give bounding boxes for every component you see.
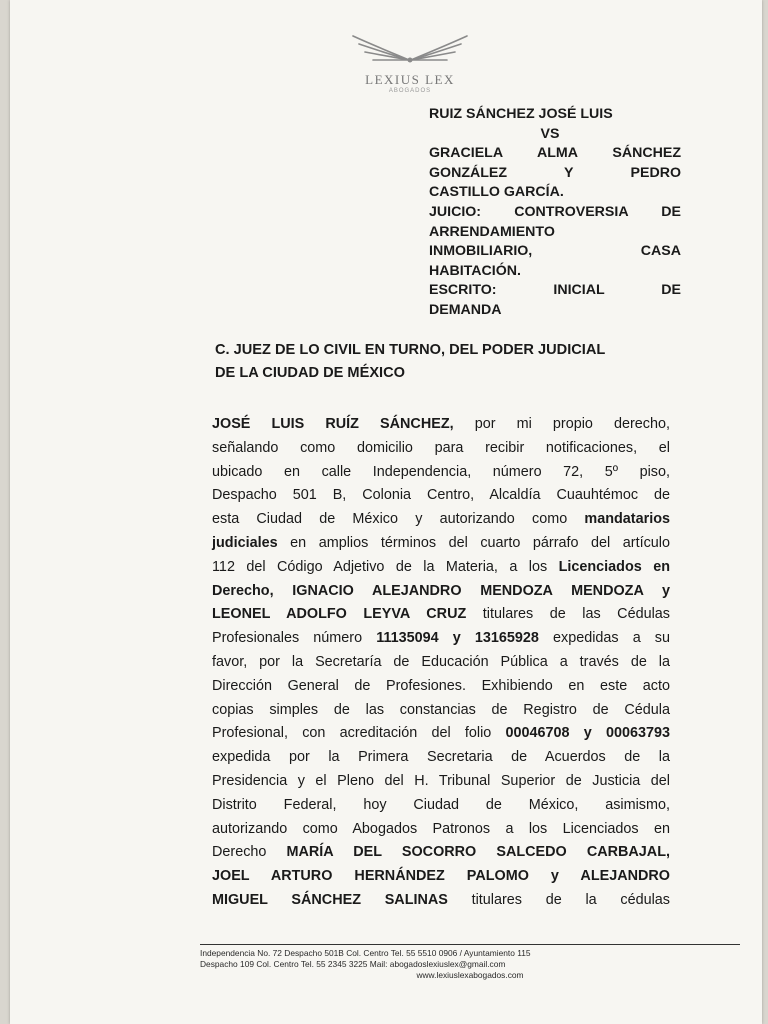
case-header-line: ESCRITO: INICIAL DE — [429, 282, 681, 299]
firm-logo — [340, 30, 480, 100]
case-header-line: GONZÁLEZ Y PEDRO — [429, 164, 681, 181]
addressee-line-2: DE LA CIUDAD DE MÉXICO — [215, 365, 405, 381]
body-line — [212, 722, 670, 746]
body-text-span: Derecho — [212, 844, 287, 861]
firm-tagline: ABOGADOS — [388, 88, 432, 94]
body-line: Dirección General de Profesiones. Exhibiendo en este acto — [212, 677, 670, 694]
body-line: Presidencia y el Pleno del H. Tribunal Superior de Justicia del — [212, 772, 670, 789]
body-line — [212, 413, 670, 437]
body-line — [212, 532, 670, 556]
case-header-line: ARRENDAMIENTO — [429, 223, 555, 240]
body-line: autorizando como Abogados Patronos a los Licenciados en — [212, 820, 670, 837]
body-line — [212, 889, 670, 913]
case-header-line: CASTILLO GARCÍA. — [429, 184, 564, 201]
body-text-span: titulares de la cédulas — [447, 891, 670, 908]
footer-website: www.lexiuslexabogados.com — [416, 970, 524, 980]
case-header-line: RUIZ SÁNCHEZ JOSÉ LUIS — [429, 106, 613, 122]
document-page — [10, 0, 762, 1024]
body-bold-span: mandatarios — [584, 511, 670, 528]
body-line: favor, por la Secretaría de Educación Pública a través de la — [212, 653, 670, 670]
case-header-line: HABITACIÓN. — [429, 262, 521, 279]
addressee-line-1: C. JUEZ DE LO CIVIL EN TURNO, DEL PODER JUDICIAL — [215, 342, 606, 358]
case-header-line: JUICIO: CONTROVERSIA DE — [429, 203, 681, 220]
body-text-span: por mi propio derecho, — [453, 416, 671, 432]
body-paragraph — [212, 413, 670, 913]
body-line: ubicado en calle Independencia, número 72, 5º piso, — [212, 463, 670, 480]
body-text-span: titulares de las Cédulas — [466, 606, 670, 623]
body-line — [212, 603, 670, 627]
body-line: Distrito Federal, hoy Ciudad de México, asimismo, — [212, 796, 670, 813]
footer-address-line-1: Independencia No. 72 Despacho 501B Col. Centro Tel. 55 5510 0906 / Ayuntamiento 115 — [200, 948, 531, 958]
body-line — [212, 841, 670, 865]
body-line — [212, 556, 670, 580]
body-text-span: Profesionales número — [212, 630, 377, 647]
case-header-line: DEMANDA — [429, 301, 502, 318]
body-line: copias simples de las constancias de Registro de Cédula — [212, 701, 670, 718]
body-text-span: esta Ciudad de México y autorizando como — [212, 511, 585, 528]
body-line — [212, 627, 670, 651]
case-header — [429, 105, 681, 321]
footer-address-line-2: Despacho 109 Col. Centro Tel. 55 2345 3225 Mail: abogadoslexiuslex@gmail.com — [200, 959, 506, 969]
body-line: expedida por la Primera Secretaria de Acuerdos de la — [212, 749, 670, 766]
firm-name: LEXIUS LEX — [365, 72, 455, 87]
body-bold-span: judiciales — [212, 534, 278, 551]
body-text-span: en amplios términos del cuarto párrafo del artículo — [277, 534, 670, 551]
page-footer — [200, 948, 740, 981]
body-line: JOEL ARTURO HERNÁNDEZ PALOMO y ALEJANDRO — [212, 868, 670, 885]
body-line: señalando como domicilio para recibir notificaciones, el — [212, 439, 670, 456]
body-bold-span: Licenciados en — [558, 558, 670, 575]
body-bold-span: 00046708 y 00063793 — [505, 725, 670, 742]
addressee — [215, 339, 675, 385]
case-header-line: GRACIELA ALMA SÁNCHEZ — [429, 145, 681, 162]
body-line: Derecho, IGNACIO ALEJANDRO MENDOZA MENDOZA y — [212, 582, 670, 599]
wings-emblem-icon — [345, 30, 475, 70]
plaintiff-name: JOSÉ LUIS RUÍZ SÁNCHEZ, — [212, 416, 454, 432]
footer-divider — [200, 944, 740, 945]
body-bold-span: 11135094 y 13165928 — [376, 630, 539, 647]
case-header-line: VS — [540, 125, 560, 142]
body-bold-span: MIGUEL SÁNCHEZ SALINAS — [212, 891, 448, 908]
case-header-line: INMOBILIARIO, CASA — [429, 243, 681, 260]
body-text-span: 112 del Código Adjetivo de la Materia, a los — [212, 558, 559, 575]
body-bold-span: LEONEL ADOLFO LEYVA CRUZ — [212, 606, 467, 623]
body-text-span: Profesional, con acreditación del folio — [212, 725, 506, 742]
body-text-span: expedidas a su — [538, 630, 671, 647]
body-line: Despacho 501 B, Colonia Centro, Alcaldía Cuauhtémoc de — [212, 487, 670, 504]
body-line — [212, 508, 670, 532]
body-bold-span: MARÍA DEL SOCORRO SALCEDO CARBAJAL, — [286, 844, 670, 861]
